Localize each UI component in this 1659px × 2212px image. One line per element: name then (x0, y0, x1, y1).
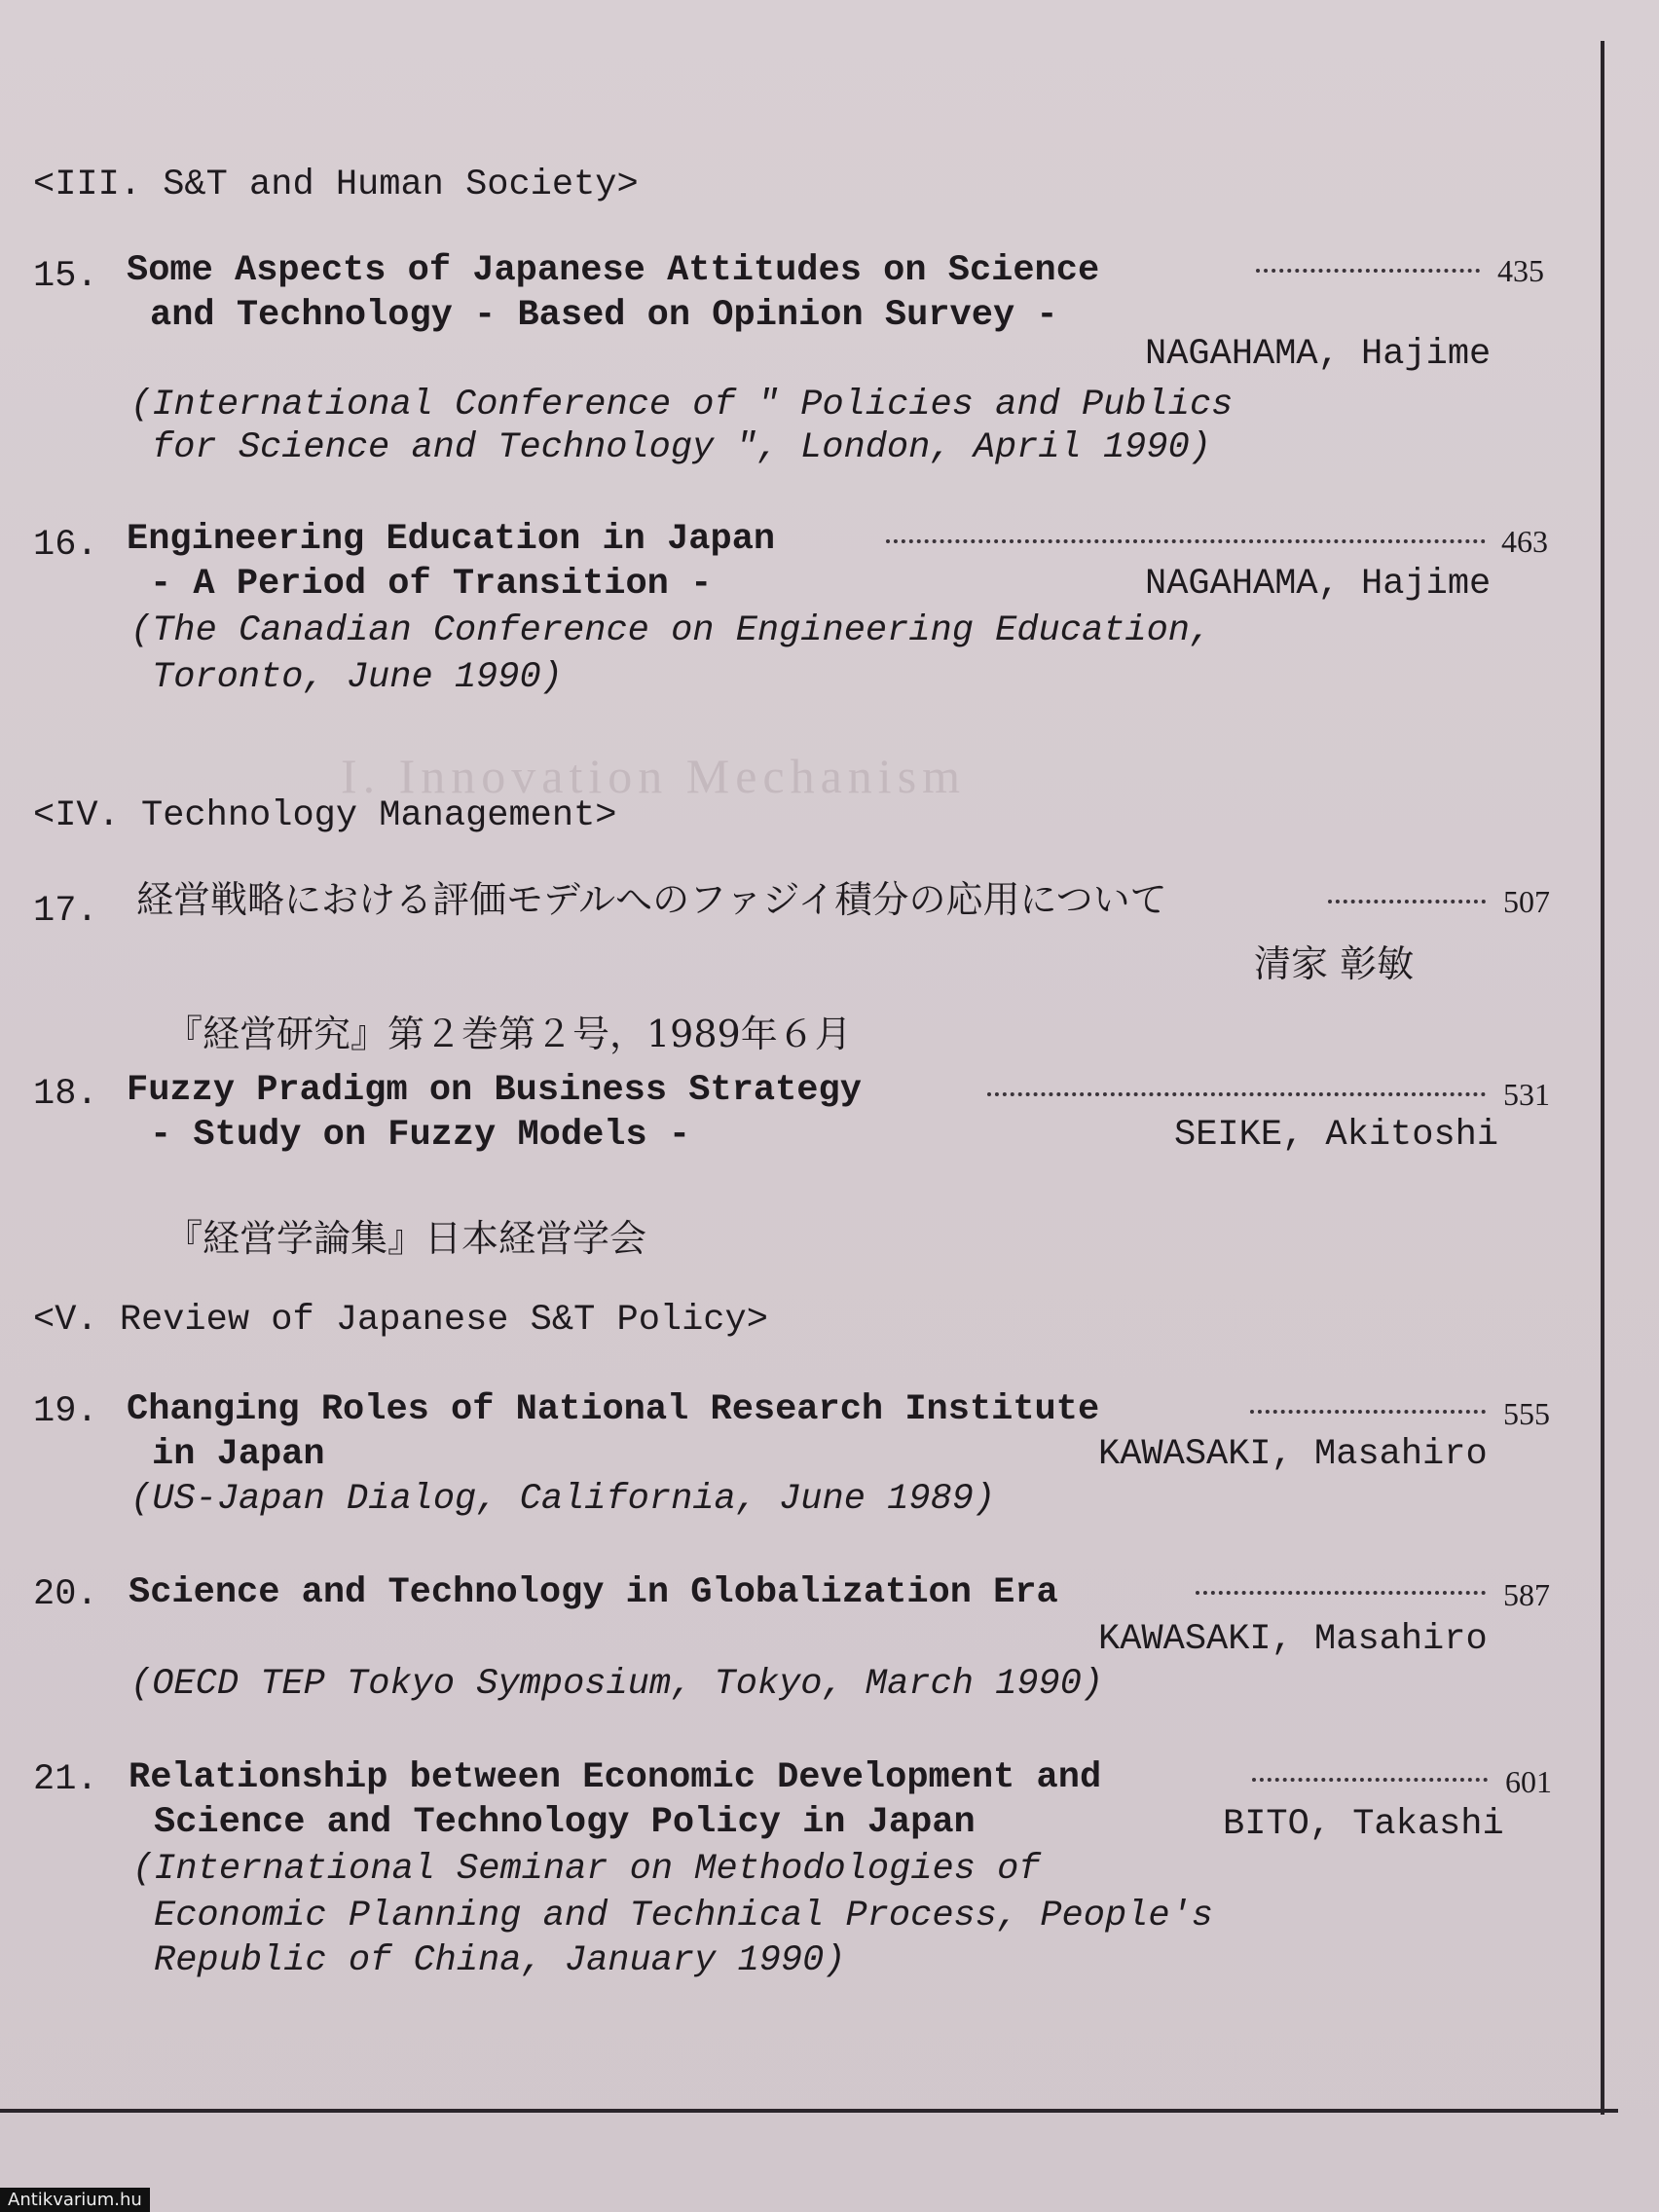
entry-16-page: 463 (1501, 524, 1548, 559)
entry-19-page: 555 (1503, 1396, 1550, 1431)
entry-19-title-line2: in Japan (152, 1434, 325, 1475)
entry-21-title-line1: Relationship between Economic Development and (129, 1757, 1102, 1798)
entry-20-title: Science and Technology in Globalization Era (129, 1572, 1058, 1613)
entry-21-leader-dots (1252, 1778, 1488, 1782)
entry-15-page: 435 (1497, 253, 1544, 288)
entry-18-leader-dots (987, 1092, 1486, 1096)
entry-17-number: 17. (33, 891, 98, 932)
entry-17-leader-dots (1328, 900, 1486, 903)
entry-19-title-line1: Changing Roles of National Research Institute (127, 1389, 1100, 1430)
section-heading-iii: <III. S&T and Human Society> (33, 165, 639, 205)
entry-15-title-line2: and Technology - Based on Opinion Survey - (150, 295, 1058, 336)
entry-21-title-line2: Science and Technology Policy in Japan (154, 1802, 976, 1843)
entry-17-page: 507 (1503, 884, 1550, 919)
entry-20-source: (OECD TEP Tokyo Symposium, Tokyo, March 1990) (130, 1664, 1104, 1705)
entry-16-source-line1: (The Canadian Conference on Engineering Education, (130, 610, 1212, 651)
entry-18-author: SEIKE, Akitoshi (1174, 1115, 1499, 1156)
entry-15-source-line2: for Science and Technology ", London, April 1990) (152, 427, 1211, 468)
entry-21-author: BITO, Takashi (1223, 1804, 1504, 1845)
section-heading-v: <V. Review of Japanese S&T Policy> (33, 1300, 768, 1341)
entry-15-title-line1: Some Aspects of Japanese Attitudes on Science (127, 250, 1100, 291)
entry-15-author: NAGAHAMA, Hajime (1145, 334, 1492, 375)
entry-18-page: 531 (1503, 1077, 1550, 1112)
entry-20-leader-dots (1196, 1591, 1486, 1595)
entry-17-source: 『経営研究』第２巻第２号，1989年６月 (166, 1013, 852, 1055)
entry-20-author: KAWASAKI, Masahiro (1098, 1619, 1488, 1660)
entry-21-source-line1: (International Seminar on Methodologies of (132, 1849, 1041, 1890)
entry-18-number: 18. (33, 1074, 98, 1115)
entry-17-title: 経営戦略における評価モデルへのファジイ積分の応用について (136, 878, 1167, 921)
entry-19-author: KAWASAKI, Masahiro (1098, 1434, 1488, 1475)
watermark-credit: Antikvarium.hu (0, 2188, 150, 2212)
entry-15-source-line1: (International Conference of " Policies and Publics (130, 385, 1234, 425)
show-through-text: I. Innovation Mechanism (341, 749, 967, 803)
entry-16-leader-dots (886, 539, 1486, 543)
entry-19-number: 19. (33, 1391, 98, 1432)
entry-21-number: 21. (33, 1759, 98, 1800)
entry-17-author: 清家 彰敏 (1254, 942, 1415, 985)
section-heading-iv: <IV. Technology Management> (33, 795, 617, 836)
entry-16-author: NAGAHAMA, Hajime (1145, 564, 1492, 605)
entry-16-title-line1: Engineering Education in Japan (127, 519, 776, 560)
entry-18-title-line2: - Study on Fuzzy Models - (150, 1115, 691, 1156)
entry-20-number: 20. (33, 1574, 98, 1615)
entry-21-source-line2: Economic Planning and Technical Process, People's (154, 1896, 1213, 1936)
entry-19-leader-dots (1250, 1410, 1486, 1414)
entry-15-number: 15. (33, 256, 98, 297)
entry-20-page: 587 (1503, 1577, 1550, 1612)
bottom-border-rule (0, 2109, 1618, 2113)
entry-21-source-line3: Republic of China, January 1990) (154, 1940, 846, 1981)
entry-16-title-line2: - A Period of Transition - (150, 564, 713, 605)
entry-19-source: (US-Japan Dialog, California, June 1989) (130, 1479, 996, 1520)
entry-16-number: 16. (33, 525, 98, 566)
entry-16-source-line2: Toronto, June 1990) (152, 657, 563, 698)
right-border-rule (1601, 41, 1604, 2115)
entry-18-source: 『経営学論集』日本経営学会 (166, 1217, 647, 1260)
entry-15-leader-dots (1256, 269, 1480, 273)
entry-18-title-line1: Fuzzy Pradigm on Business Strategy (127, 1070, 862, 1111)
entry-21-page: 601 (1505, 1764, 1552, 1799)
